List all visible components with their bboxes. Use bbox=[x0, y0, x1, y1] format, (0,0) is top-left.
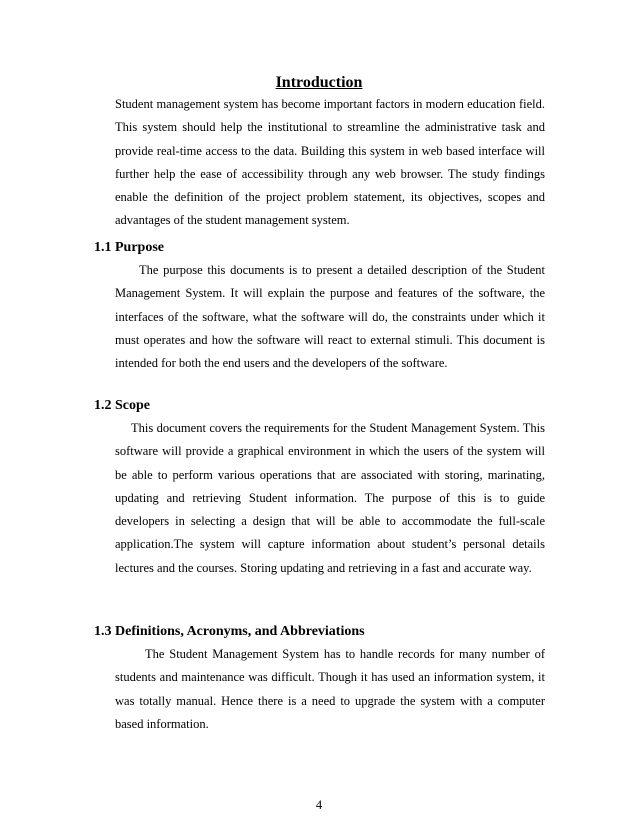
page-number: 4 bbox=[315, 798, 323, 812]
intro-paragraph: Student management system has become important factors in modern education field. This system should help the institutional to streamline the administrative task and provide real-time access to the data. Building this system in web based interface will further help the ease of accessibility through any web browser. The study findings enable the definition of the project problem statement, its objectives, scopes and advantages of the student management system. bbox=[115, 97, 545, 228]
section-heading-purpose: 1.1 Purpose bbox=[94, 240, 164, 255]
section-heading-definitions: 1.3 Definitions, Acronyms, and Abbreviations bbox=[94, 624, 365, 639]
page-title: Introduction bbox=[275, 74, 363, 91]
section-heading-scope: 1.2 Scope bbox=[94, 398, 150, 413]
section-body-scope: This document covers the requirements for the Student Management System. This software will provide a graphical environment in which the users of the system will be able to perform various operations that are associated with storing, marinating, updating and retrieving Student information. The purpose of this is to guide developers in selecting a design that will be able to accommodate the full-scale application.The system will capture information about student’s personal details lectures and the courses. Storing updating and retrieving in a fast and accurate way. bbox=[115, 421, 545, 575]
section-body-definitions: The Student Management System has to handle records for many number of students and maintenance was difficult. Though it has used an information system, it was totally manual. Hence there is a need to upgrade the system with a computer based information. bbox=[115, 647, 545, 731]
section-body-purpose: The purpose this documents is to present a detailed description of the Student Management System. It will explain the purpose and features of the software, the interfaces of the software, what the software will do, the constraints under which it must operates and how the software will react to external stimuli. This document is intended for both the end users and the developers of the software. bbox=[115, 263, 545, 371]
